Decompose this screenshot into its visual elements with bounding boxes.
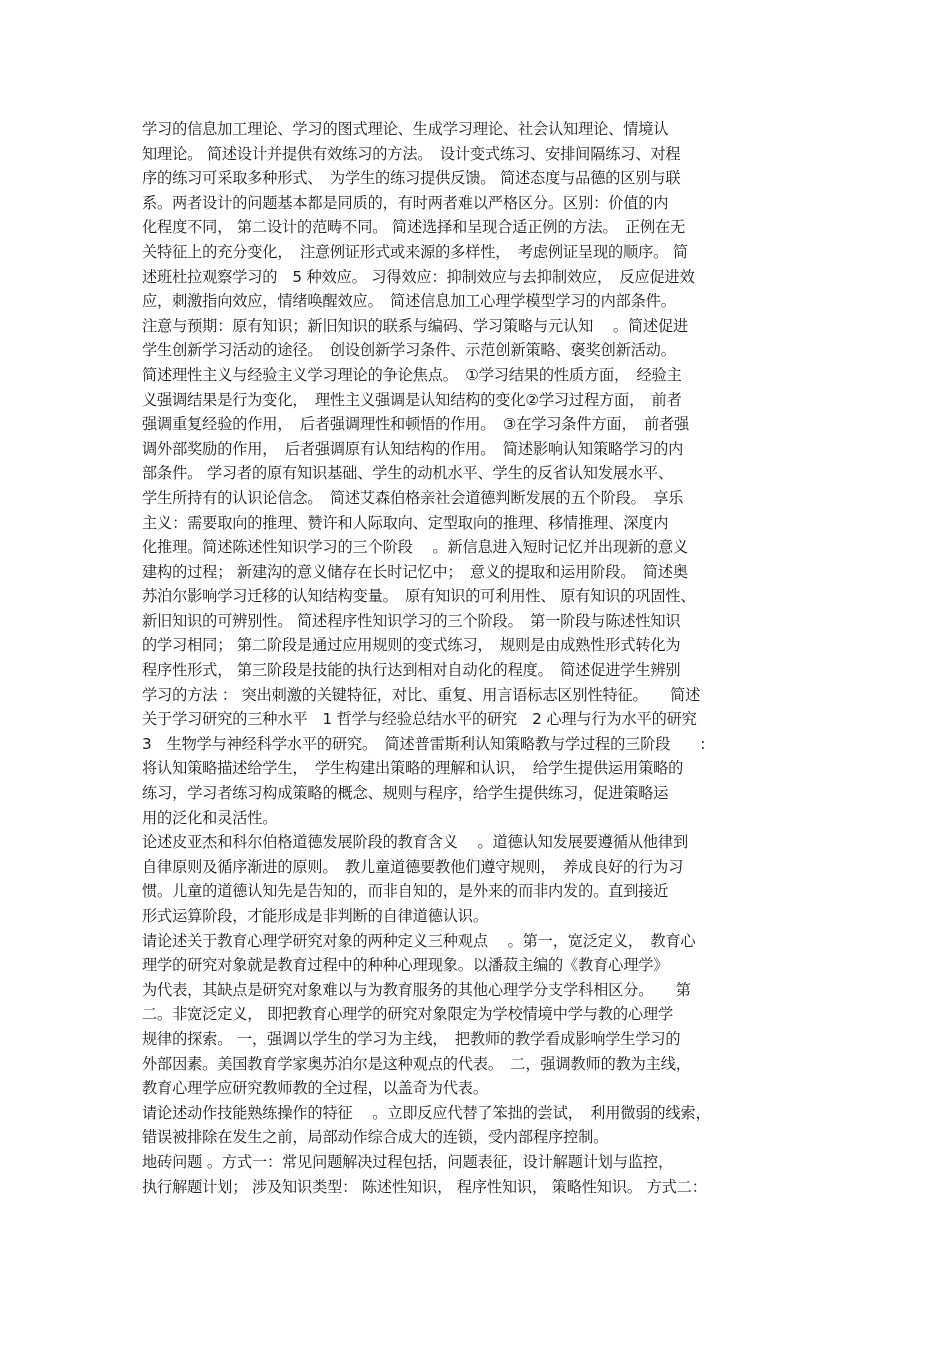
text-line: 二。非宽泛定义， 即把教育心理学的研究对象限定为学校情境中学与教的心理学	[142, 1005, 673, 1024]
text-line: 形式运算阶段，才能形成是非判断的自律道德认识。	[142, 907, 488, 925]
text-line: 关于学习研究的三种水平 1 哲学与经验总结水平的研究 2 心理与行为水平的研究	[142, 710, 697, 729]
text-line: 述班杜拉观察学习的 5 种效应。 习得效应：抑制效应与去抑制效应， 反应促进效	[142, 267, 695, 286]
text-line: 部条件。 学习者的原有知识基础、学生的动机水平、学生的反省认知发展水平、	[142, 464, 673, 483]
text-line: 自律原则及循序渐进的原则。 教儿童道德要教他们遵守规则， 养成良好的行为习	[142, 857, 684, 876]
text-line: 关特征上的充分变化， 注意例证形式或来源的多样性， 考虑例证呈现的顺序。 简	[142, 242, 688, 261]
text-line: 论述皮亚杰和科尔伯格道德发展阶段的教育含义 。道德认知发展要遵循从他律到	[142, 833, 689, 852]
text-line: 将认知策略描述给学生， 学生构建出策略的理解和认识， 给学生提供运用策略的	[142, 759, 684, 778]
text-line: 规律的探索。 一，强调以学生的学习为主线， 把教师的教学看成影响学生学习的	[142, 1029, 681, 1048]
text-line: 学生创新学习活动的途径。 创设创新学习条件、示范创新策略、褒奖创新活动。	[142, 341, 676, 360]
text-line: 简述理性主义与经验主义学习理论的争论焦点。 ①学习结果的性质方面， 经验主	[142, 365, 682, 384]
text-line: 执行解题计划； 涉及知识类型： 陈述性知识， 程序性知识， 策略性知识。 方式二：	[142, 1177, 707, 1196]
text-line: 程序性形式， 第三阶段是技能的执行达到相对自动化的程度。 简述促进学生辨别	[142, 661, 681, 680]
text-line: 教育心理学应研究教师教的全过程，以盖奇为代表。	[142, 1079, 488, 1098]
text-line: 新旧知识的可辨别性。 简述程序性知识学习的三个阶段。 第一阶段与陈述性知识	[142, 611, 681, 630]
text-line: 为代表，其缺点是研究对象难以与为教育服务的其他心理学分支学科相区分。 第	[142, 980, 691, 999]
text-line: 化程度不同， 第二设计的范畴不同。 简述选择和呈现合适正例的方法。 正例在无	[142, 218, 686, 237]
text-line: 学习的信息加工理论、学习的图式理论、生成学习理论、社会认知理论、情境认	[142, 120, 669, 138]
text-line: 知理论。 简述设计并提供有效练习的方法。 设计变式练习、安排间隔练习、对程	[142, 144, 681, 163]
text-line: 请论述关于教育心理学研究对象的两种定义三种观点 。第一，宽泛定义， 教育心	[142, 931, 696, 950]
text-line: 义强调结果是行为变化， 理性主义强调是认知结构的变化②学习过程方面， 前者	[142, 390, 682, 409]
text-line: 调外部奖励的作用， 后者强调原有认知结构的作用。 简述影响认知策略学习的内	[142, 439, 684, 458]
text-line: 错误被排除在发生之前，局部动作综合成大的连锁，受内部程序控制。	[142, 1128, 609, 1147]
text-line: 强调重复经验的作用， 后者强调理性和顿悟的作用。 ③在学习条件方面， 前者强	[142, 415, 690, 434]
text-line: 的学习相同； 第二阶段是通过应用规则的变式练习， 规则是由成熟性形式转化为	[142, 636, 681, 655]
text-line: 建构的过程； 新建沟的意义储存在长时记忆中； 意义的提取和运用阶段。 简述奥	[142, 562, 688, 581]
text-line: 序的练习可采取多种形式、 为学生的练习提供反馈。 简述态度与品德的区别与联	[142, 169, 681, 188]
text-line: 练习，学习者练习构成策略的概念、规则与程序，给学生提供练习，促进策略运	[142, 784, 669, 803]
text-line: 地砖问题 。方式一：常见问题解决过程包括，问题表征，设计解题计划与监控，	[142, 1152, 673, 1171]
document-text-block	[142, 117, 810, 1199]
text-line: 化推理。简述陈述性知识学习的三个阶段 。新信息进入短时记忆并出现新的意义	[142, 538, 689, 557]
text-line: 苏泊尔影响学习迁移的认知结构变量。 原有知识的可利用性、 原有知识的巩固性、	[142, 587, 696, 606]
text-line: 应，刺激指向效应，情绪唤醒效应。 简述信息加工心理学模型学习的内部条件。	[142, 292, 676, 311]
text-line: 请论述动作技能熟练操作的特征 。立即反应代替了笨拙的尝试， 利用微弱的线索，	[142, 1103, 711, 1122]
text-line: 系。两者设计的问题基本都是同质的，有时两者难以严格区分。区别：价值的内	[142, 193, 669, 212]
text-line: 主义：需要取向的推理、赞许和人际取向、定型取向的推理、移情推理、深度内	[142, 513, 669, 532]
text-line: 学生所持有的认识论信念。 简述艾森伯格亲社会道德判断发展的五个阶段。 享乐	[142, 488, 684, 507]
text-line: 惯。儿童的道德认知先是告知的，而非自知的，是外来的而非内发的。直到接近	[142, 882, 669, 901]
text-line: 用的泛化和灵活性。	[142, 808, 278, 827]
text-line: 学习的方法 ： 突出刺激的关键特征，对比、重复、用言语标志区别性特征。 简述	[142, 685, 701, 704]
text-line: 注意与预期：原有知识；新旧知识的联系与编码、学习策略与元认知 。简述促进	[142, 316, 689, 335]
text-line: 理学的研究对象就是教育过程中的种种心理现象。以潘菽主编的《教育心理学》	[142, 956, 669, 975]
text-line: 外部因素。美国教育学家奥苏泊尔是这种观点的代表。 二，强调教师的教为主线，	[142, 1054, 691, 1073]
text-line: 3 生物学与神经科学水平的研究。 简述普雷斯利认知策略教与学过程的三阶段 :	[142, 734, 706, 753]
